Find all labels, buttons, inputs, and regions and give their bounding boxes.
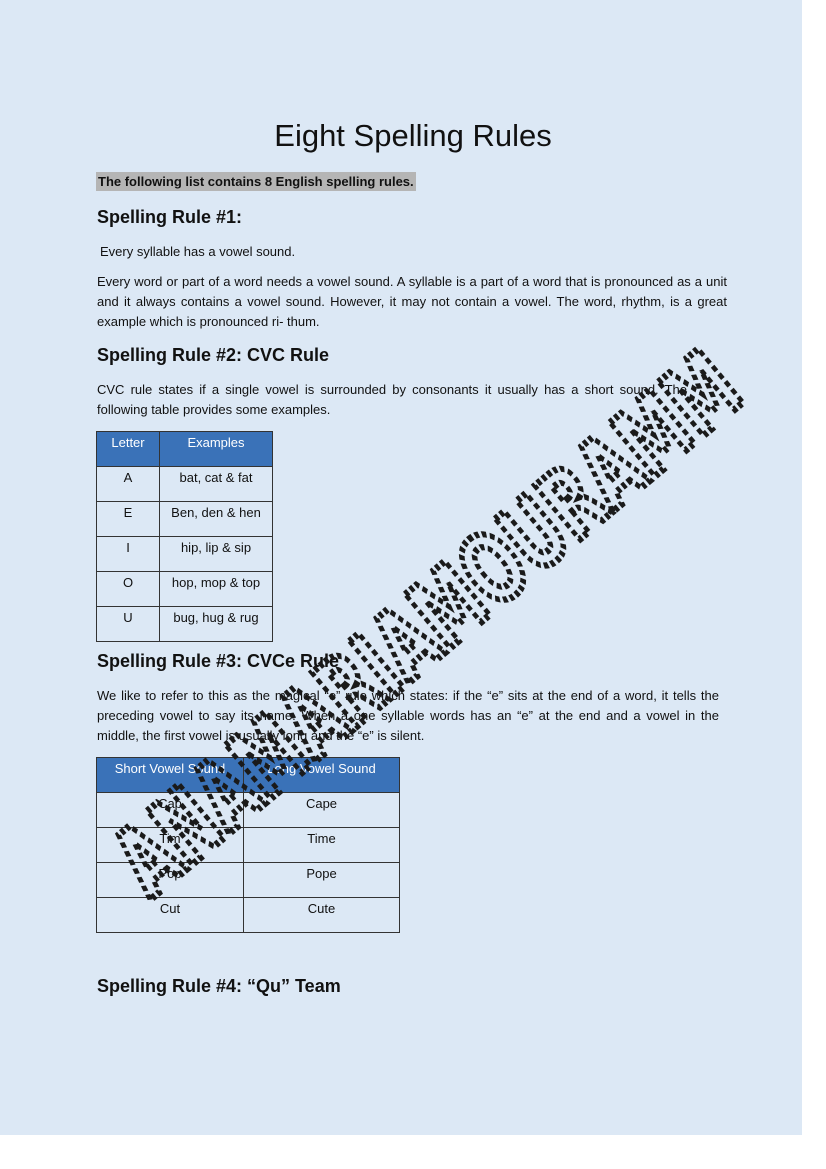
rule4-heading: Spelling Rule #4: “Qu” Team (97, 976, 341, 996)
table-row (97, 467, 273, 502)
table-row (97, 502, 273, 537)
table-header: Short Vowel Sound (97, 758, 244, 793)
table-row (97, 828, 400, 863)
rule2-heading: Spelling Rule #2: CVC Rule (97, 345, 330, 365)
table-row (97, 572, 273, 607)
rule3-body: We like to refer to this as the magical “e” rule which states: if the “e” sits at the end of a word, it tells the preceding vowel to say its name. When a one syllable words has an “e” at the end and a vowel in the middle, the first vowel is usually long and the “e” is silent. (97, 688, 719, 743)
rule3-heading: Spelling Rule #3: CVCe Rule (97, 651, 340, 671)
table-row (97, 607, 273, 642)
table-cell: bug, hug & rug (160, 607, 273, 642)
rule1-statement: Every syllable has a vowel sound. (100, 244, 296, 259)
table-row (97, 898, 400, 933)
table-cell: Cape (244, 793, 400, 828)
table-header: Letter (97, 432, 160, 467)
table-cell: A (97, 467, 160, 502)
table-cell: Cap (97, 793, 244, 828)
table-cell: I (97, 537, 160, 572)
table-cell: Pope (244, 863, 400, 898)
intro-text: The following list contains 8 English spelling rules. (98, 174, 414, 189)
table-cell: Time (244, 828, 400, 863)
table-cell: O (97, 572, 160, 607)
table-cell: E (97, 502, 160, 537)
cvc-examples-table (96, 431, 273, 642)
table-row (97, 537, 273, 572)
table-cell: Cut (97, 898, 244, 933)
table-cell: U (97, 607, 160, 642)
table-cell: Pop (97, 863, 244, 898)
page-title: Eight Spelling Rules (274, 118, 552, 153)
table-cell: hip, lip & sip (160, 537, 273, 572)
table-cell: Cute (244, 898, 400, 933)
table-row (97, 863, 400, 898)
table-cell: Tim (97, 828, 244, 863)
table-cell: bat, cat & fat (160, 467, 273, 502)
rule1-heading: Spelling Rule #1: (97, 207, 243, 227)
table-cell: Ben, den & hen (160, 502, 273, 537)
cvce-vowel-table (96, 757, 400, 933)
table-header: Long Vowel Sound (244, 758, 400, 793)
table-row (97, 793, 400, 828)
rule1-body: Every word or part of a word needs a vowel sound. A syllable is a part of a word that is pronounced as a unit and it always contains a vowel sound. However, it may not contain a vowel. The word, rhythm, is a great example which is pronounced ri- thum. (97, 274, 727, 329)
rule2-body: CVC rule states if a single vowel is surrounded by consonants it usually has a short sound. The following table provides some examples. (97, 382, 687, 417)
table-cell: hop, mop & top (160, 572, 273, 607)
table-header: Examples (160, 432, 273, 467)
